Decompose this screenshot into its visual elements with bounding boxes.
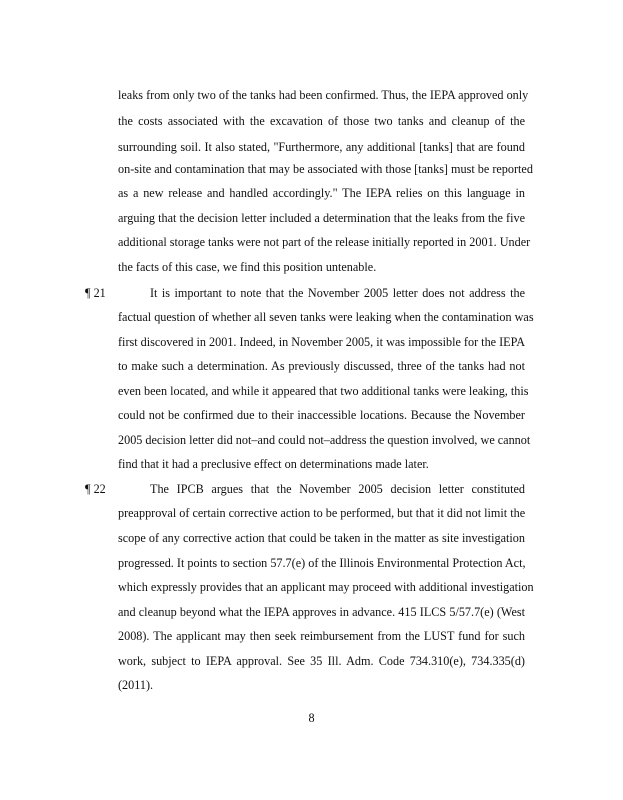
body-line: which expressly provides that an applicant may proceed with additional investigation xyxy=(118,580,534,594)
body-line: (2011). xyxy=(118,678,154,692)
body-line: preapproval of certain corrective action to be performed, but that it did not limit the xyxy=(118,506,526,520)
body-line: as a new release and handled accordingly." The IEPA relies on this language in xyxy=(118,186,525,200)
body-line: 2008). The applicant may then seek reimbursement from the LUST fund for such xyxy=(118,629,525,643)
body-line: arguing that the decision letter included a determination that the leaks from the five xyxy=(118,211,525,225)
body-line: factual question of whether all seven tanks were leaking when the contamination was xyxy=(118,310,534,324)
body-line: scope of any corrective action that could be taken in the matter as site investigation xyxy=(118,531,525,545)
body-line: find that it had a preclusive effect on determinations made later. xyxy=(118,457,429,471)
body-line: could not be confirmed due to their inaccessible locations. Because the November xyxy=(118,408,525,422)
body-line: to make such a determination. As previously discussed, three of the tanks had not xyxy=(118,359,525,373)
paragraph-marker: ¶ 22 xyxy=(85,482,106,496)
body-line: surrounding soil. It also stated, "Furthermore, any additional [tanks] that are found xyxy=(118,140,525,154)
body-line: on-site and contamination that may be associated with those [tanks] must be reported xyxy=(118,162,533,176)
body-line: The IPCB argues that the November 2005 decision letter constituted xyxy=(150,482,525,496)
body-line: the facts of this case, we find this position untenable. xyxy=(118,260,377,274)
body-line: It is important to note that the November 2005 letter does not address the xyxy=(150,286,525,300)
body-line: the costs associated with the excavation of those two tanks and cleanup of the xyxy=(118,114,525,128)
body-line: work, subject to IEPA approval. See 35 Ill. Adm. Code 734.310(e), 734.335(d) xyxy=(118,654,525,668)
paragraph-marker: ¶ 21 xyxy=(85,286,106,300)
body-line: 2005 decision letter did not–and could not–address the question involved, we cannot xyxy=(118,433,531,447)
body-line: and cleanup beyond what the IEPA approves in advance. 415 ILCS 5/57.7(e) (West xyxy=(118,605,525,619)
body-line: first discovered in 2001. Indeed, in November 2005, it was impossible for the IEPA xyxy=(118,335,526,349)
body-line: even been located, and while it appeared that two additional tanks were leaking, this xyxy=(118,384,529,398)
body-line: leaks from only two of the tanks had been confirmed. Thus, the IEPA approved only xyxy=(118,88,529,102)
page-number: 8 xyxy=(308,711,315,725)
body-line: additional storage tanks were not part of the release initially reported in 2001. Under xyxy=(118,235,531,249)
body-line: progressed. It points to section 57.7(e) of the Illinois Environmental Protection Act, xyxy=(118,556,526,570)
